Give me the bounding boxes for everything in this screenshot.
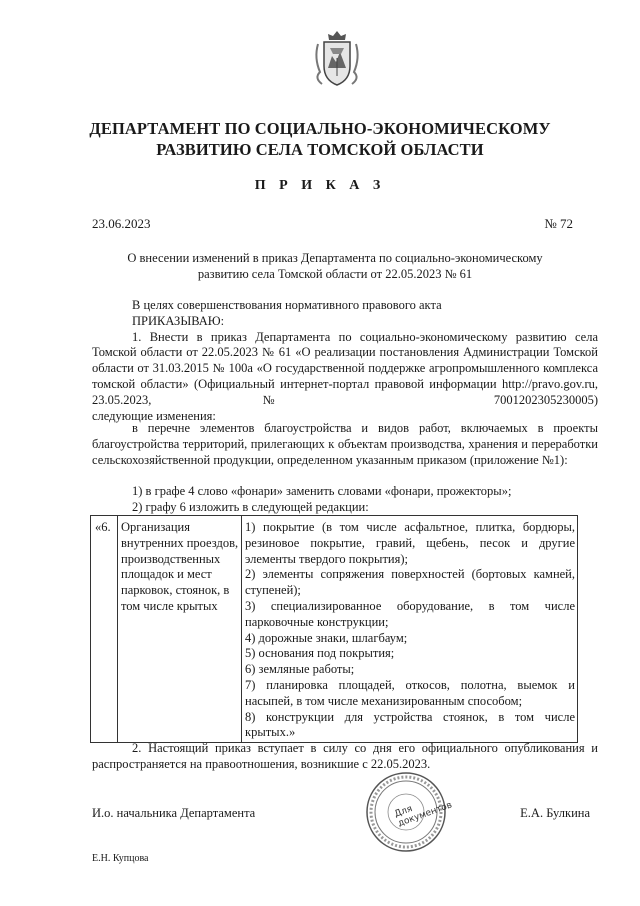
signatory-position: И.о. начальника Департамента xyxy=(92,806,256,820)
table-row-number: «6. xyxy=(95,520,111,534)
amendment-item-2: 2) графу 6 изложить в следующей редакции: xyxy=(132,499,369,514)
list-item: 1) покрытие (в том числе асфальтное, плитка, бордюры, резиновое покрытие, гравий, щебень, песок и другие элементы твердого покрытия); xyxy=(245,520,575,566)
organization-name-line2: РАЗВИТИЮ СЕЛА ТОМСКОЙ ОБЛАСТИ xyxy=(156,140,484,159)
clause-2-text: 2. Настоящий приказ вступает в силу со дня его официального опубликования и распространяется на правоотношения, возникшие с 22.05.2023. xyxy=(92,741,598,771)
order-subject-line2: развитию села Томской области от 22.05.2023 № 61 xyxy=(197,267,473,281)
order-subject-line1: О внесении изменений в приказ Департамента по социально-экономическому xyxy=(127,251,543,265)
list-item: 6) земляные работы; xyxy=(245,662,355,677)
coat-of-arms-icon xyxy=(310,28,364,90)
clause-1: 1. Внести в приказ Департамента по социально-экономическому развитию села Томской области от 22.05.2023 № 61 «О реализации постановления Администрации Томской области от 31.03.2015 № 100а «О государственной поддержке агропромышленного комплекса томской области» (Официальный интернет-портал правовой информации http://pravo.gov.ru, 23.05.2023, № 7001202305230005) xyxy=(92,329,598,407)
document-type: П Р И К А З xyxy=(254,178,386,193)
clause-1-detail xyxy=(92,421,598,468)
amendment-table xyxy=(90,515,578,743)
clause-2 xyxy=(92,741,598,773)
list-item: 7) планировка площадей, откосов, полотна, выемок и насыпей, в том числе механизированным способом; xyxy=(245,677,575,708)
order-command: ПРИКАЗЫВАЮ: xyxy=(132,313,225,328)
table-work-type: Организация внутренних проездов, производственных площадок и мест парковок, стоянок, в том числе крытых xyxy=(121,520,239,613)
amendment-item-1: 1) в графе 4 слово «фонари» заменить словами «фонари, прожекторы»; xyxy=(132,484,512,498)
list-item: 4) дорожные знаки, шлагбаум; xyxy=(245,630,408,645)
list-item: 8) конструкции для устройства стоянок, в том числе крытых.» xyxy=(245,709,575,740)
preamble xyxy=(92,298,598,424)
table-divider xyxy=(117,516,118,742)
order-number: № 72 xyxy=(544,216,573,231)
list-item: 5) основания под покрытия; xyxy=(245,646,395,661)
table-divider xyxy=(241,516,242,742)
order-subject xyxy=(90,250,580,282)
round-stamp-icon xyxy=(364,770,454,854)
executor-name: Е.Н. Купцова xyxy=(92,853,149,864)
table-elements xyxy=(245,520,575,741)
amendment-list xyxy=(92,484,598,516)
organization-name-line1: ДЕПАРТАМЕНТ ПО СОЦИАЛЬНО-ЭКОНОМИЧЕСКОМУ xyxy=(89,119,551,138)
clause-1-detail-text: в перечне элементов благоустройства и видов работ, включаемых в проекты благоустройства территорий, прилегающих к объектам производства, хранения и переработки сельскохозяйственной продукции, определенном указанным приказом (приложение №1): xyxy=(92,421,598,467)
clause-1-tail: следующие изменения: xyxy=(92,408,216,423)
stamp-text: Для документов xyxy=(393,800,454,830)
signatory-name: Е.А. Булкина xyxy=(520,806,590,820)
preamble-text: В целях совершенствования нормативного правового акта xyxy=(132,298,442,312)
order-date: 23.06.2023 xyxy=(92,216,151,231)
list-item: 2) элементы сопряжения поверхностей (бортовых камней, ступеней); xyxy=(245,567,575,598)
organization-name xyxy=(40,118,600,160)
list-item: 3) специализированное оборудование, в том числе парковочные конструкции; xyxy=(245,598,575,629)
